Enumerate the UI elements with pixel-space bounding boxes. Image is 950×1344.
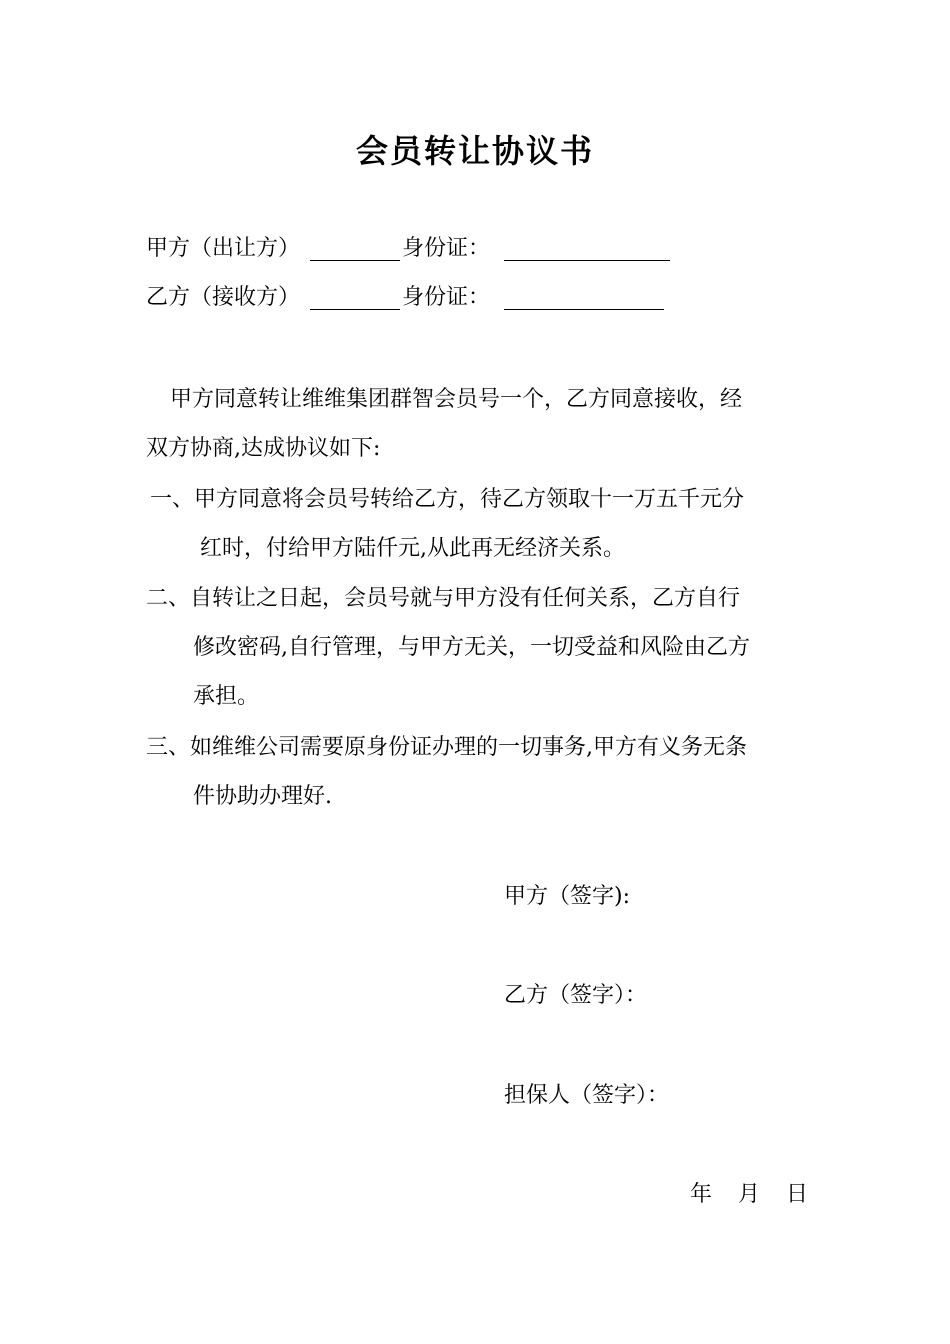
- party-a-id-label: 身份证：: [402, 236, 491, 261]
- date-day: 日: [786, 1182, 809, 1207]
- clause-2-line-3: 承担。: [193, 684, 260, 709]
- party-a-row: [146, 233, 670, 265]
- party-b-name-blank: [310, 287, 400, 310]
- signing-date: [690, 1179, 808, 1211]
- party-a-label: 甲方（出让方）: [146, 236, 301, 261]
- clause-2-line-1: 二、自转让之日起，会员号就与甲方没有任何关系，乙方自行: [146, 586, 741, 611]
- date-month: 月: [738, 1182, 761, 1207]
- party-a-id-blank: [504, 238, 670, 261]
- party-b-id-blank: [504, 287, 664, 310]
- intro-line-1: 甲方同意转让维维集团群智会员号一个，乙方同意接收，经: [170, 387, 743, 412]
- document-title: 会员转让协议书: [355, 132, 594, 170]
- clause-1-line-2: 红时，付给甲方陆仟元,从此再无经济关系。: [200, 536, 625, 561]
- clause-3-line-2: 件协助办理好.: [193, 784, 332, 809]
- intro-line-2: 双方协商,达成协议如下:: [146, 436, 381, 461]
- clause-1-line-1: 一、甲方同意将会员号转给乙方，待乙方领取十一万五千元分: [150, 487, 745, 512]
- date-year: 年: [690, 1182, 713, 1207]
- signature-guarantor: 担保人（签字）：: [504, 1083, 670, 1108]
- party-b-row: [146, 282, 664, 314]
- signature-party-a: 甲方（签字):: [504, 884, 630, 909]
- clause-2-line-2: 修改密码,自行管理，与甲方无关，一切受益和风险由乙方: [193, 635, 750, 660]
- signature-party-b: 乙方（签字）：: [504, 983, 648, 1008]
- party-b-label: 乙方（接收方）: [146, 285, 301, 310]
- clause-3-line-1: 三、如维维公司需要原身份证办理的一切事务,甲方有义务无条: [146, 735, 747, 760]
- party-a-name-blank: [310, 238, 400, 261]
- party-b-id-label: 身份证：: [402, 285, 491, 310]
